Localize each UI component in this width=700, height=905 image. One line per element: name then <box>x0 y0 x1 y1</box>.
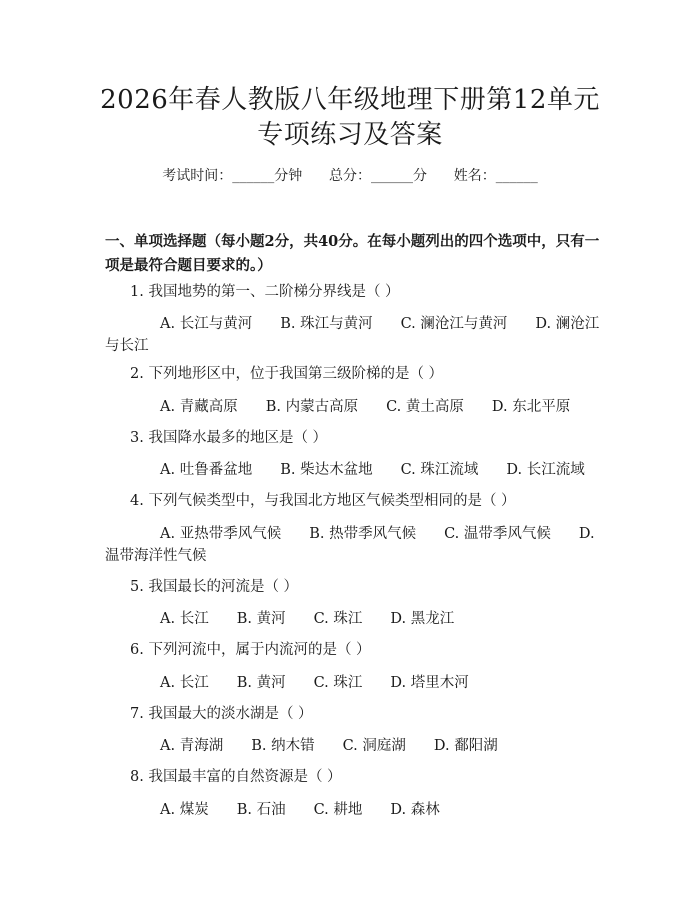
option: C. 珠江 <box>313 675 363 691</box>
page-subtitle: 专项练习及答案 <box>257 120 443 150</box>
question-options <box>105 735 600 757</box>
question-options <box>105 523 600 567</box>
question-stem: 8. 我国最丰富的自然资源是（ ） <box>130 769 342 785</box>
question-stem: 6. 下列河流中，属于内流河的是（ ） <box>130 642 371 658</box>
question-stem: 4. 下列气候类型中，与我国北方地区气候类型相同的是（ ） <box>130 493 516 509</box>
question-stem: 2. 下列地形区中，位于我国第三级阶梯的是（ ） <box>130 366 444 382</box>
option: A. 长江与黄河 <box>160 316 253 332</box>
question-options <box>105 672 600 694</box>
option: B. 热带季风气候 <box>309 526 417 542</box>
question-stem: 3. 我国降水最多的地区是（ ） <box>130 430 328 446</box>
option: B. 珠江与黄河 <box>280 316 373 332</box>
option: A. 长江 <box>160 611 209 627</box>
question-stem: 5. 我国最长的河流是（ ） <box>130 579 299 595</box>
option: B. 纳木错 <box>251 738 315 754</box>
question-stem: 7. 我国最大的淡水湖是（ ） <box>130 706 313 722</box>
option: B. 黄河 <box>236 675 286 691</box>
option: D. 长江流域 <box>506 462 585 478</box>
option: A. 煤炭 <box>160 802 209 818</box>
option: A. 青海湖 <box>160 738 224 754</box>
option: C. 温带季风气候 <box>444 526 551 542</box>
exam-meta: 考试时间：______分钟 总分：______分 姓名：______ <box>162 168 538 184</box>
option: D. 黑龙江 <box>390 611 455 627</box>
option: A. 亚热带季风气候 <box>160 526 282 542</box>
option: C. 耕地 <box>313 802 363 818</box>
option: D. 鄱阳湖 <box>433 738 498 754</box>
option: C. 洞庭湖 <box>342 738 406 754</box>
question-options <box>105 459 600 481</box>
question-options <box>105 608 600 630</box>
page-title: 2026年春人教版八年级地理下册第12单元 <box>100 85 600 115</box>
option: D. 温带海洋性气候 <box>105 526 595 564</box>
option: C. 澜沧江与黄河 <box>400 316 508 332</box>
option: A. 长江 <box>160 675 209 691</box>
option: C. 珠江 <box>313 611 363 627</box>
section-heading: 一、单项选择题（每小题2分，共40分。在每小题列出的四个选项中，只有一项是最符合题目要求的。） <box>105 233 600 274</box>
option: C. 珠江流域 <box>400 462 479 478</box>
question-stem: 1. 我国地势的第一、二阶梯分界线是（ ） <box>130 284 400 300</box>
question-options <box>105 799 600 821</box>
option: D. 东北平原 <box>491 399 571 415</box>
question-options <box>105 396 600 418</box>
option: B. 柴达木盆地 <box>280 462 373 478</box>
option: A. 吐鲁番盆地 <box>160 462 253 478</box>
option: C. 黄土高原 <box>386 399 464 415</box>
option: B. 黄河 <box>236 611 286 627</box>
option: D. 塔里木河 <box>390 675 469 691</box>
option: B. 石油 <box>236 802 286 818</box>
question-options <box>105 313 600 357</box>
option: D. 森林 <box>390 802 440 818</box>
option: A. 青藏高原 <box>160 399 238 415</box>
option: B. 内蒙古高原 <box>265 399 359 415</box>
option: D. 澜沧江与长江 <box>105 316 600 354</box>
